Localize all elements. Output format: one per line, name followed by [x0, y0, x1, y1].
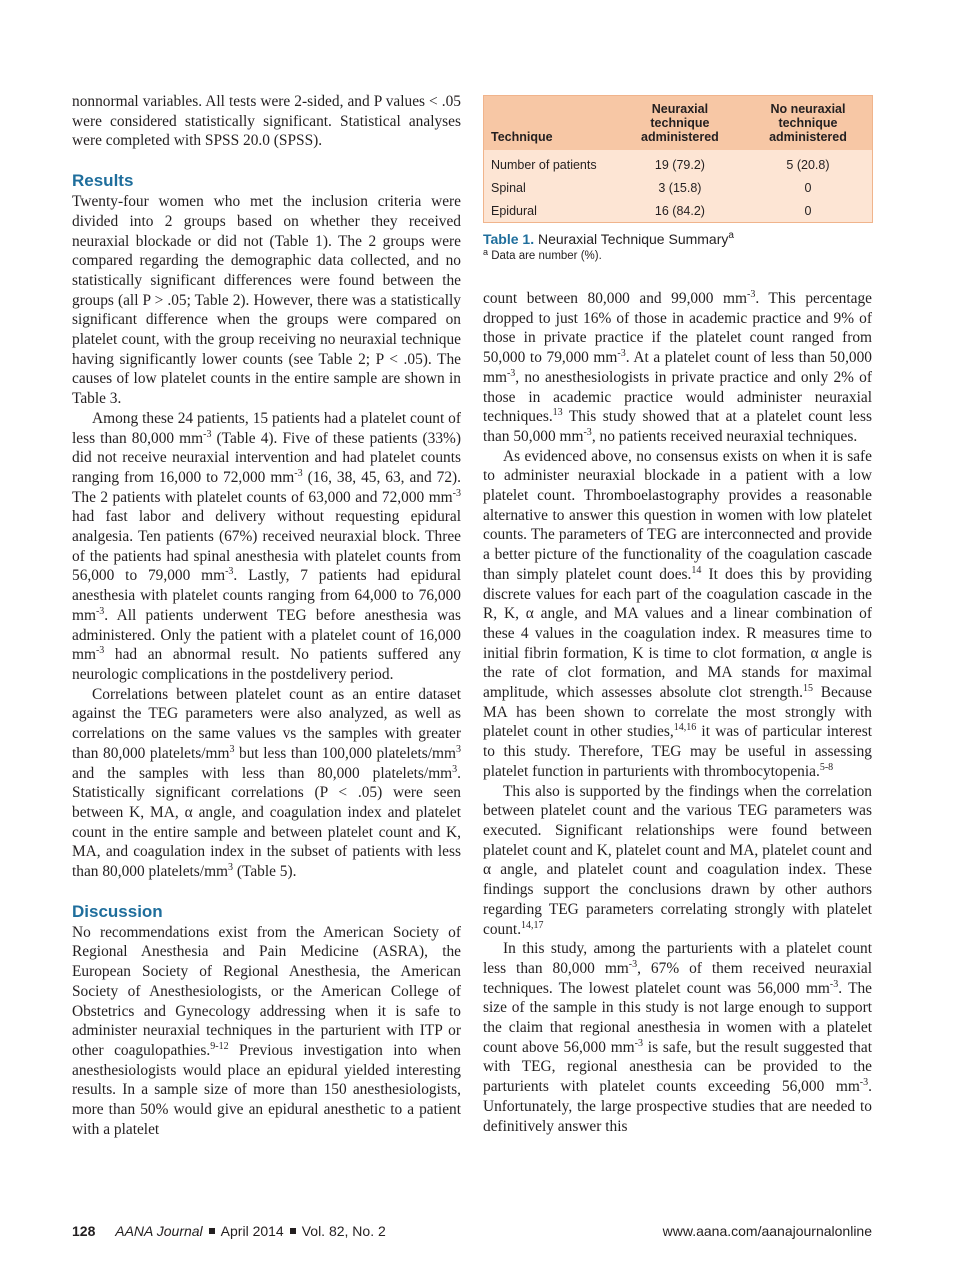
- results-paragraph-3: Correlations between platelet count as an entire dataset against the TEG parameters were also analyzed, as well as correlations on the same values vs the samples with greater than 80,000 platelets/$mm^3$ but less than 100,000 platelets/$mm^3$ and the samples with less than 80,000 platelets/$mm^3$. Statistically significant correlations (P < .05) were seen between K, MA, α angle, and coagulation index and platelet count in the entire sample and between platelet count and K, MA, and coagulation index in the subset of patients with less than 80,000 platelets/$mm^3$ (Table 5).: [72, 685, 461, 881]
- results-paragraph-1: Twenty-four women who met the inclusion criteria were divided into 2 groups based on whether they received neuraxial blockade or did not (Table 1). The 2 groups were compared regarding the demographic data collected, and no statistically significant differences were found between the groups (all P > .05; Table 2). However, there was a statistically significant difference when the groups were compared on platelet count, with the group receiving no neuraxial technique having significantly lower counts (see Table 2; P < .05). The causes of low platelet counts in the entire sample are shown in Table 3.: [72, 193, 461, 408]
- technique-table: [484, 96, 872, 222]
- table-row: [484, 150, 872, 176]
- table-1: [483, 95, 873, 223]
- right-paragraph-1: count between 80,000 and 99,000 $mm^{-3}$. This percentage dropped to just 16% of those in academic practice and 9% of those in private practice if the platelet count ranged from 50,000 to 79,000 $mm^{-3}$. At a platelet count of less than 50,000 $mm^{-3}$, no anesthesiologists in private practice and only 2% of those in academic practice would administer neuraxial techniques.$^{13}$ This study showed that at a platelet count less than 50,000 $mm^{-3}$, no patients received neuraxial techniques.: [483, 289, 873, 445]
- journal-name: AANA Journal: [115, 1223, 203, 1239]
- discussion-paragraph-1: No recommendations exist from the American Society of Regional Anesthesia and Pain Medicine (ASRA), the European Society of Regional Anesthesia, the American Society of Anesthesiologists, or the American College of Obstetrics and Gynecology addressing when it is safe to administer neuraxial techniques in the parturient with ITP or other coagulopathies.$^{9-12}$ Previous investigation into when anesthesiologists would place an epidural yielded interesting results. In a sample size of more than 150 anesthesiologists, more than 50% would give an epidural anesthetic to a patient with a platelet: [72, 923, 461, 1138]
- right-column: [483, 289, 872, 1136]
- table-caption: [483, 231, 883, 248]
- discussion-heading: Discussion: [72, 901, 163, 921]
- right-paragraph-2: As evidenced above, no consensus exists on when it is safe to administer neuraxial blockade in a patient with a low platelet count. Thromboelastography provides a reasonable alternative to answer this question in women with low platelet counts. The parameters of TEG are interconnected and provide a better picture of the functionality of the coagulation cascade than simply platelet count does.$^{14}$ It does this by providing discrete values for each part of the coagulation cascade in the R, K, α angle, and MA values and a linear combination of these 4 values in the coagulation index. R measures time to initial fibrin formation, K is time to clot formation, α angle is the rate of clot formation, and MA stands for maximal amplitude, which assesses absolute clot strength.$^{15}$ Because MA has been shown to correlate the most strongly with platelet count in other studies,$^{14,16}$ it was of particular interest to this study. Therefore, TEG may be useful in assessing platelet function in parturients with thrombocytopenia.$^{5-8}$: [483, 447, 873, 780]
- right-paragraph-3: This also is supported by the findings when the correlation between platelet count and the various TEG parameters was executed. Significant relationships were found between platelet count and K, platelet count and MA, platelet count and α angle, and platelet count and coagulation index. These findings support the conclusions drawn by other authors regarding TEG parameters correlating strongly with platelet count.$^{14,17}$: [483, 782, 872, 938]
- journal-url[interactable]: www.aana.com/aanajournalonline: [662, 1223, 872, 1239]
- table-row: [484, 199, 872, 222]
- table-cell: 5 (20.8): [786, 157, 830, 172]
- results-paragraph-2: Among these 24 patients, 15 patients had a platelet count of less than 80,000 $mm^{-3}$ (Table 4). Five of these patients (33%) did not receive neuraxial intervention and had platelet counts ranging from 16,000 to 72,000 $mm^{-3}$ (16, 38, 45, 63, and 72). The 2 patients with platelet counts of 63,000 and 72,000 $mm^{-3}$ had fast labor and delivery without requesting epidural analgesia. Ten patients (67%) received neuraxial block. Three of the patients had spinal anesthesia with platelet counts from 56,000 to 79,000 $mm^{-3}$. Lastly, 7 patients had epidural anesthesia with platelet counts ranging from 64,000 to 76,000 $mm^{-3}$. All patients underwent TEG before anesthesia was administered. Only the patient with a platelet count of 16,000 $mm^{-3}$ had an abnormal result. No patients suffered any neurologic complications in the postdelivery period.: [72, 409, 461, 683]
- table-cell: 0: [804, 180, 812, 195]
- separator-square-icon: [209, 1228, 215, 1234]
- separator-square-icon: [290, 1228, 296, 1234]
- right-paragraph-4: In this study, among the parturients with a platelet count less than 80,000 $mm^{-3}$, 67% of them received neuraxial techniques. The lowest platelet count was 56,000 $mm^{-3}$. The size of the sample in this study is not large enough to support the claim that regional anesthesia in women with a platelet count above 56,000 $mm^{-3}$ is safe, but the result suggested that with TEG, regional anesthesia can be provided to the parturients with platelet counts exceeding 56,000 $mm^{-3}$. Unfortunately, the large prospective studies that are needed to definitively answer this: [483, 940, 872, 1135]
- results-heading: Results: [72, 171, 134, 191]
- table-header-row: [484, 96, 872, 150]
- table-caption-footnote-mark: a: [728, 230, 734, 241]
- header-technique: Technique: [484, 96, 616, 150]
- table-caption-title: Neuraxial Technique Summary: [537, 231, 729, 247]
- table-caption-label: Table 1.: [483, 231, 535, 247]
- table-cell: 16 (84.2): [654, 203, 705, 218]
- table-cell: 0: [804, 203, 812, 218]
- header-neuraxial: Neuraxial technique administered: [616, 96, 744, 150]
- table-cell: 19 (79.2): [654, 157, 705, 172]
- page-number: 128: [72, 1223, 96, 1239]
- volume-number: Vol. 82, No. 2: [301, 1223, 386, 1239]
- page-footer: [72, 1223, 872, 1243]
- table-cell: 3 (15.8): [658, 180, 702, 195]
- table-cell: Spinal: [491, 180, 526, 195]
- left-column: [72, 92, 461, 1139]
- table-row: [484, 176, 872, 199]
- intro-paragraph: nonnormal variables. All tests were 2-sided, and P values < .05 were considered statistically significant. Statistical analyses were completed with SPSS 20.0 (SPSS).: [72, 93, 461, 150]
- issue-date: April 2014: [220, 1223, 284, 1239]
- table-cell: Number of patients: [491, 157, 597, 172]
- table-footnote: $^a$ Data are number (%).: [483, 247, 602, 262]
- header-no-neuraxial: No neuraxial technique administered: [744, 96, 872, 150]
- table-cell: Epidural: [491, 203, 537, 218]
